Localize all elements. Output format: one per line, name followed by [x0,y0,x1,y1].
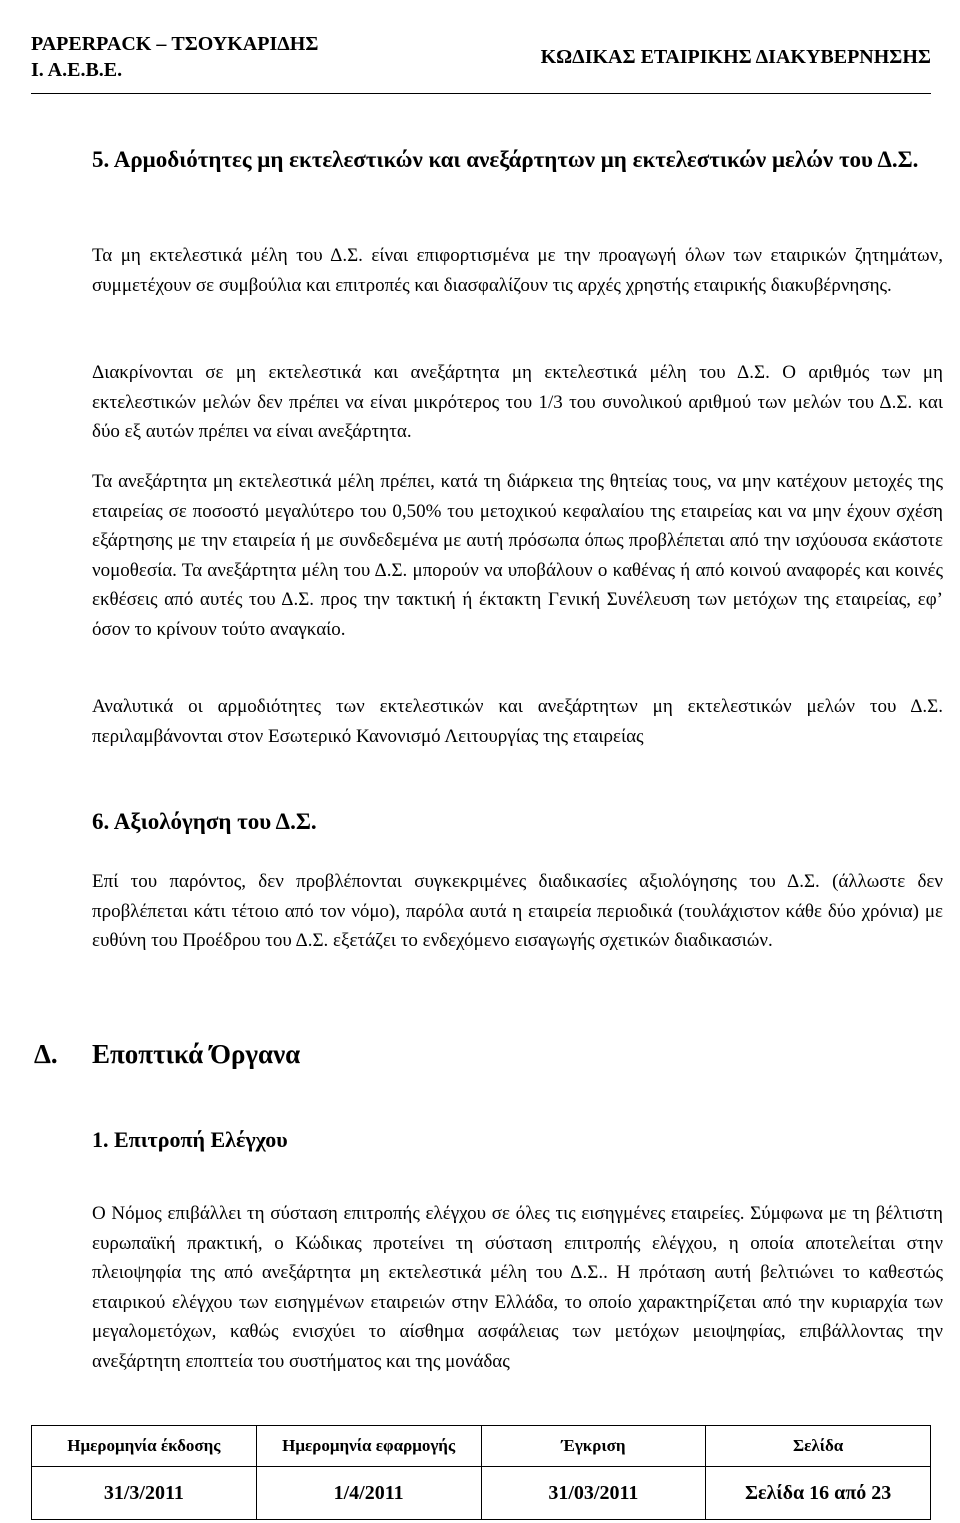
section-6-paragraph: Επί του παρόντος, δεν προβλέπονται συγκεκριμένες διαδικασίες αξιολόγησης του Δ.Σ. (άλλωστε δεν προβλέπεται κάτι τέτοιο από τον νόμο), παρόλα αυτά η εταιρεία περιοδικά (τουλάχιστον κάθε δύο χρόνια) με ευθύνη του Προέδρου του Δ.Σ. εξετάζει το ενδεχόμενο εισαγωγής σχετικών διαδικασιών. [92,871,943,951]
section-d-title: Εποπτικά Όργανα [92,1039,301,1069]
section-5-heading: 5. Αρμοδιότητες μη εκτελεστικών και ανεξάρτητων μη εκτελεστικών μελών του Δ.Σ. [92,147,919,172]
section-5-paragraph-2: Διακρίνονται σε μη εκτελεστικά και ανεξάρτητα μη εκτελεστικά μέλη του Δ.Σ. Ο αριθμός των μη εκτελεστικών μελών δεν πρέπει να είναι μικρότερος του 1/3 του συνολικού αριθμού των μελών του Δ.Σ. και δύο εξ αυτών πρέπει να είναι ανεξάρτητα. [92,362,943,442]
company-name-line1: PAPERPACK – ΤΣΟΥΚΑΡΙΔΗΣ [31,33,319,55]
section-5-paragraph-4: Αναλυτικά οι αρμοδιότητες των εκτελεστικών και ανεξάρτητων μη εκτελεστικών μελών του Δ.Σ. περιλαμβάνονται στον Εσωτερικό Κανονισμό Λειτουργίας της εταιρείας [92,696,943,747]
section-1-paragraph: Ο Νόμος επιβάλλει τη σύσταση επιτροπής ελέγχου σε όλες τις εισηγμένες εταιρείες. Σύμφωνα με τη βέλτιστη ευρωπαϊκή πρακτική, ο Κώδικας προτείνει τη σύσταση επιτροπής ελέγχου, η οποία αποτελείται στην πλειοψηφία της από ανεξάρτητα μη εκτελεστικά μέλη του Δ.Σ.. Η πρόταση αυτή βελτιώνει το καθεστώς εταιρικού ελέγχου των εισηγμένων εταιρειών στην Ελλάδα, το οποίο χαρακτηρίζεται από την κυριαρχία των μεγαλομετόχων, καθώς ενισχύει το αίσθημα ασφάλειας των μετόχων μειοψηφίας, επιβάλλοντας την ανεξάρτητη εποπτεία του συστήματος και της μονάδας [92,1203,943,1372]
footer-label-row [32,1426,931,1467]
section-d-heading [34,1036,934,1072]
effective-date-value: 1/4/2011 [256,1467,481,1520]
approval-label: Έγκριση [481,1426,706,1467]
page-header [31,31,931,91]
section-5-paragraph-1: Τα μη εκτελεστικά μέλη του Δ.Σ. είναι επιφορτισμένα με την προαγωγή όλων των εταιρικών ζητημάτων, συμμετέχουν σε συμβούλια και επιτροπές και διασφαλίζουν τις αρχές χρηστής εταιρικής διακυβέρνησης. [92,245,943,296]
page-number-value: Σελίδα 16 από 23 [706,1467,931,1520]
footer-value-row [32,1467,931,1520]
section-1-heading: 1. Επιτροπή Ελέγχου [92,1127,288,1152]
approval-value: 31/03/2011 [481,1467,706,1520]
section-6-heading: 6. Αξιολόγηση του Δ.Σ. [92,809,317,834]
issue-date-value: 31/3/2011 [32,1467,257,1520]
header-divider [31,93,931,94]
section-d-letter: Δ. [34,1039,58,1069]
effective-date-label: Ημερομηνία εφαρμογής [256,1426,481,1467]
section-5-paragraph-3: Τα ανεξάρτητα μη εκτελεστικά μέλη πρέπει, κατά τη διάρκεια της θητείας τους, να μην κατέχουν μετοχές της εταιρείας σε ποσοστό μεγαλύτερο του 0,50% του μετοχικού κεφαλαίου της εταιρείας και να μην έχουν σχέση εξάρτησης με την εταιρεία ή με συνδεδεμένα με αυτή πρόσωπα όπως προβλέπεται από την ισχύουσα εκάστοτε νομοθεσία. Τα ανεξάρτητα μέλη του Δ.Σ. μπορούν να υποβάλουν ο καθένας ή από κοινού αναφορές και κοινές εκθέσεις από αυτές του Δ.Σ. προς την τακτική ή έκτακτη Γενική Συνέλευση των μετόχων της εταιρείας, εφ’ όσον το κρίνουν τούτο αναγκαίο. [92,471,943,640]
document-title: ΚΩΔΙΚΑΣ ΕΤΑΙΡΙΚΗΣ ΔΙΑΚΥΒΕΡΝΗΣΗΣ [540,46,931,68]
company-name-line2: Ι. Α.Ε.Β.Ε. [31,59,123,81]
company-name [31,31,318,83]
page-label: Σελίδα [706,1426,931,1467]
issue-date-label: Ημερομηνία έκδοσης [32,1426,257,1467]
document-info-table [31,1425,931,1520]
